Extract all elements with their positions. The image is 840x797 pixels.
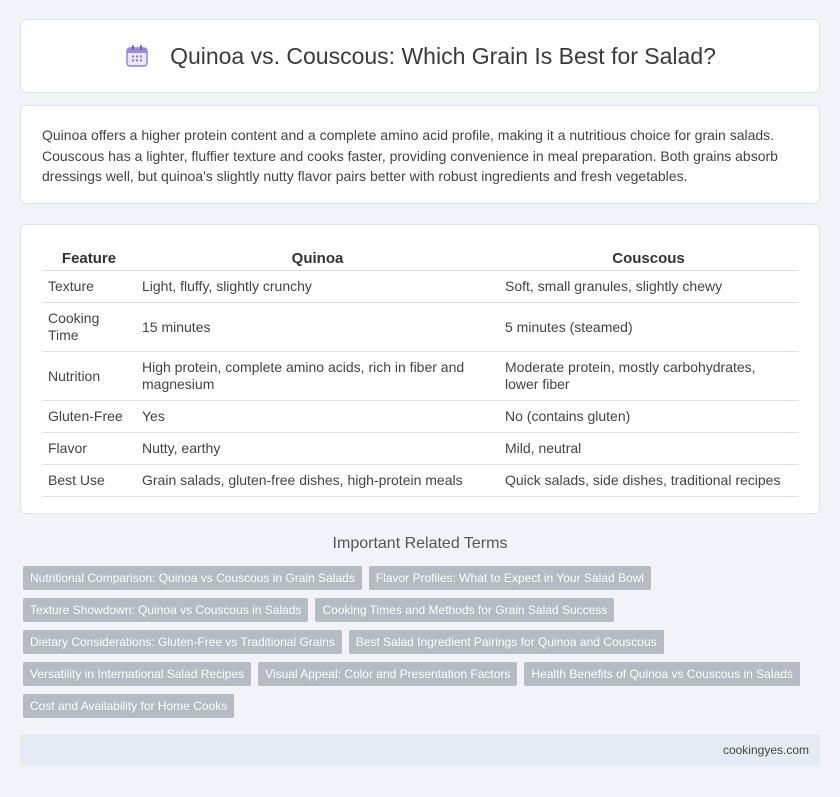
couscous-cell: Mild, neutral xyxy=(499,433,798,465)
quinoa-cell: Grain salads, gluten-free dishes, high-protein meals xyxy=(136,465,499,497)
footer xyxy=(20,734,820,766)
page-title: Quinoa vs. Couscous: Which Grain Is Best for Salad? xyxy=(170,42,716,69)
header xyxy=(124,43,716,70)
intro-card xyxy=(20,105,820,204)
related-term-tag[interactable]: Cooking Times and Methods for Grain Salad Success xyxy=(315,598,614,622)
intro-paragraph: Quinoa offers a higher protein content and a complete amino acid profile, making it a nutritious choice for grain salads. Couscous has a lighter, fluffier texture and cooks faster, providing convenience in meal preparation. Both grains absorb dressings well, but quinoa's slightly nutty flavor pairs better with robust ingredients and fresh vegetables. xyxy=(42,127,778,184)
related-terms-heading: Important Related Terms xyxy=(332,535,508,552)
feature-cell: Cooking Time xyxy=(42,303,136,352)
table-row xyxy=(42,352,798,401)
quinoa-cell: 15 minutes xyxy=(136,303,499,352)
couscous-cell: 5 minutes (steamed) xyxy=(499,303,798,352)
related-term-tag[interactable]: Health Benefits of Quinoa vs Couscous in Salads xyxy=(524,662,799,686)
related-term-tag[interactable]: Best Salad Ingredient Pairings for Quinoa and Couscous xyxy=(349,630,664,654)
footer-site-link[interactable]: cookingyes.com xyxy=(722,743,809,757)
table-row xyxy=(42,303,798,352)
quinoa-cell: Light, fluffy, slightly crunchy xyxy=(136,271,499,303)
quinoa-cell: Nutty, earthy xyxy=(136,433,499,465)
table-row xyxy=(42,271,798,303)
header-card xyxy=(20,19,820,93)
related-term-tag[interactable]: Dietary Considerations: Gluten-Free vs Traditional Grains xyxy=(23,630,342,654)
related-terms-list xyxy=(23,566,823,726)
feature-cell: Gluten-Free xyxy=(42,401,136,433)
feature-cell: Texture xyxy=(42,271,136,303)
feature-cell: Nutrition xyxy=(42,352,136,401)
comparison-table-card xyxy=(20,224,820,514)
couscous-cell: Quick salads, side dishes, traditional recipes xyxy=(499,465,798,497)
couscous-cell: Soft, small granules, slightly chewy xyxy=(499,271,798,303)
related-term-tag[interactable]: Flavor Profiles: What to Expect in Your Salad Bowl xyxy=(369,566,651,590)
couscous-cell: No (contains gluten) xyxy=(499,401,798,433)
table-header-row xyxy=(42,245,798,271)
feature-cell: Best Use xyxy=(42,465,136,497)
header-couscous: Couscous xyxy=(499,245,798,271)
header-quinoa: Quinoa xyxy=(136,245,499,271)
couscous-cell: Moderate protein, mostly carbohydrates, lower fiber xyxy=(499,352,798,401)
quinoa-cell: Yes xyxy=(136,401,499,433)
quinoa-cell: High protein, complete amino acids, rich in fiber and magnesium xyxy=(136,352,499,401)
related-term-tag[interactable]: Texture Showdown: Quinoa vs Couscous in Salads xyxy=(23,598,308,622)
related-term-tag[interactable]: Cost and Availability for Home Cooks xyxy=(23,694,234,718)
table-row xyxy=(42,465,798,497)
header-feature: Feature xyxy=(42,245,136,271)
table-row xyxy=(42,433,798,465)
calendar-icon xyxy=(124,43,150,69)
related-term-tag[interactable]: Versatility in International Salad Recipes xyxy=(23,662,251,686)
comparison-table xyxy=(42,245,798,497)
table-row xyxy=(42,401,798,433)
feature-cell: Flavor xyxy=(42,433,136,465)
related-term-tag[interactable]: Nutritional Comparison: Quinoa vs Couscous in Grain Salads xyxy=(23,566,362,590)
related-term-tag[interactable]: Visual Appeal: Color and Presentation Factors xyxy=(258,662,517,686)
